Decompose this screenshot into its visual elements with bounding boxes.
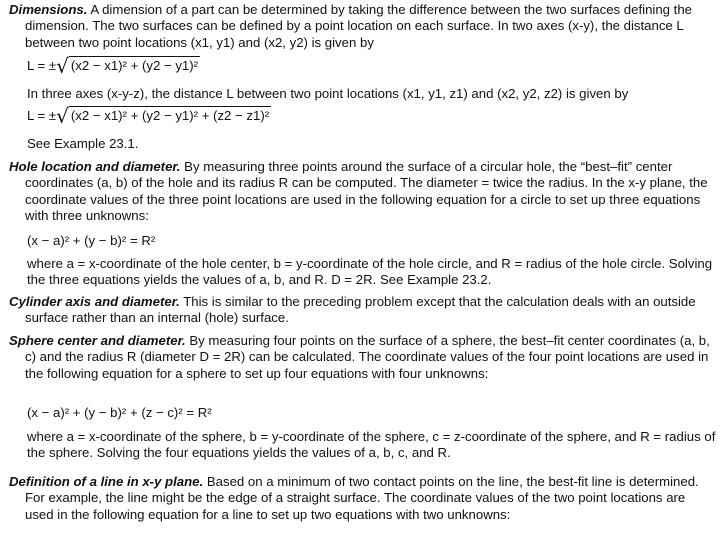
section-cylinder [9, 294, 717, 327]
section-hole [9, 159, 717, 225]
sqrt-symbol: √ [56, 54, 69, 78]
hole-text: By measuring three points around the surface of a circular hole, the “best–fit” center coordinates (a, b) of the hole and its radius R can be computed. The diameter = twice the radius. In the x-y plane, the coordinate values of the three point locations are used in the following equation for a circle to set up three equations with three unknowns: [25, 159, 708, 224]
three-axes-text: In three axes (x-y-z), the distance L between two point locations (x1, y1, z1) and (x2, y2, z2) is given by [27, 86, 629, 101]
hole-where: where a = x-coordinate of the hole center, b = y-coordinate of the hole circle, and R = radius of the hole circle. Solving the three equations yields the values of a, b, and R. D = 2R. See Example 23.2. [27, 256, 713, 288]
eq2d-lhs: L = ± [27, 58, 57, 73]
sqrt-symbol: √ [56, 104, 69, 128]
term-dimensions: Dimensions. [9, 2, 88, 17]
term-cylinder: Cylinder axis and diameter. [9, 294, 180, 309]
eq3d-lhs: L = ± [27, 108, 57, 123]
term-line: Definition of a line in x-y plane. [9, 474, 204, 489]
cylinder-text: This is similar to the preceding problem except that the calculation deals with an outside surface rather than an internal (hole) surface. [25, 294, 696, 326]
dimensions-text: A dimension of a part can be determined by taking the difference between the two surfaces defining the dimension. The two surfaces can be defined by a point location on each surface. In two axes (x-y), the distance L between two point locations (x1, y1) and (x2, y2) is given by [25, 2, 692, 50]
equation-distance-3d [27, 106, 271, 126]
term-hole: Hole location and diameter. [9, 159, 181, 174]
sphere-where: where a = x-coordinate of the sphere, b = y-coordinate of the sphere, c = z-coordinate of the sphere, and R = radius of the sphere. Solving the four equations yields the values of a, b, c, and R. [27, 429, 716, 461]
equation-sphere: (x − a)² + (y − b)² + (z − c)² = R² [27, 405, 212, 420]
eq2d-body: (x2 − x1)² + (y2 − y1)² [70, 58, 199, 73]
equation-distance-2d [27, 56, 200, 76]
equation-circle: (x − a)² + (y − b)² = R² [27, 233, 156, 248]
section-dimensions [9, 2, 717, 51]
section-line [9, 474, 717, 523]
see-example-23-1: See Example 23.1. [27, 136, 139, 151]
term-sphere: Sphere center and diameter. [9, 333, 186, 348]
section-sphere [9, 333, 717, 382]
sphere-text: By measuring four points on the surface of a sphere, the best–fit center coordinates (a, b, c) and the radius R (diameter D = 2R) can be calculated. The coordinate values of the four point locations are used in the following equation for a sphere to set up four equations with four unknowns: [25, 333, 710, 381]
eq3d-body: (x2 − x1)² + (y2 − y1)² + (z2 − z1)² [70, 108, 270, 123]
line-text: Based on a minimum of two contact points on the line, the best-fit line is determined. For example, the line might be the edge of a straight surface. The coordinate values of the two point locations are used in the following equation for a line to set up two equations with two unknowns: [25, 474, 699, 522]
